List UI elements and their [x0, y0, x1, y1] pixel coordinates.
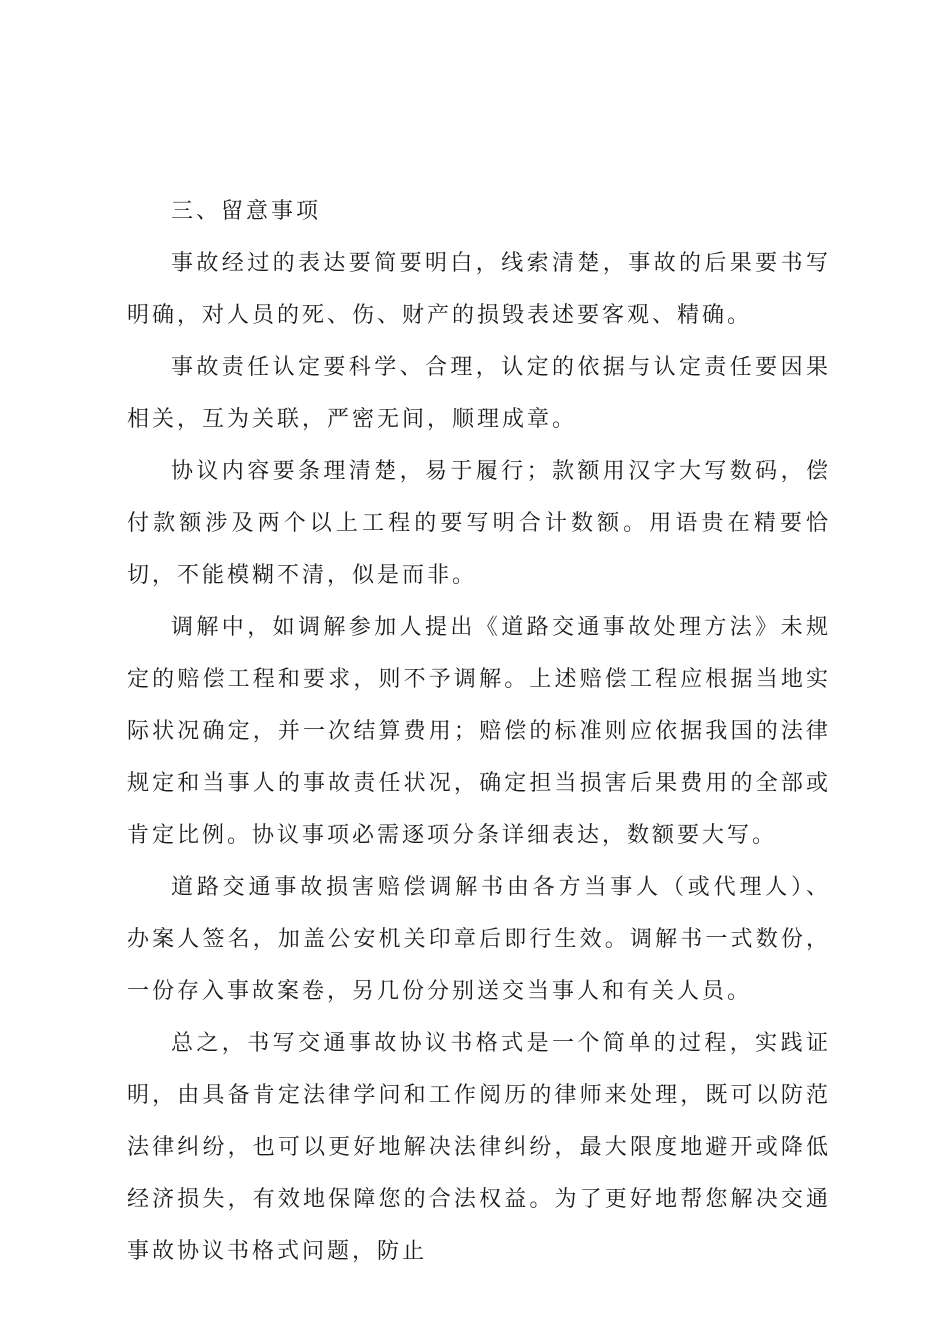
section-heading: 三、留意事项 [171, 199, 322, 224]
paragraph-6: 总之，书写交通事故协议书格式是一个简单的过程，实践证明，由具备肯定法律学问和工作阅历的律师来处理，既可以防范法律纠纷，也可以更好地解决法律纠纷，最大限度地避开或降低经济损失，有效地保障您的合法权益。为了更好地帮您解决交通事故协议书格式问题，防止 [127, 1031, 831, 1264]
paragraph-4: 调解中，如调解参加人提出《道路交通事故处理方法》未规定的赔偿工程和要求，则不予调解。上述赔偿工程应根据当地实际状况确定，并一次结算费用；赔偿的标准则应依据我国的法律规定和当事人的事故责任状况，确定担当损害后果费用的全部或肯定比例。协议事项必需逐项分条详细表达，数额要大写。 [127, 615, 831, 848]
paragraph-3: 协议内容要条理清楚，易于履行；款额用汉字大写数码，偿付款额涉及两个以上工程的要写明合计数额。用语贵在精要恰切，不能模糊不清，似是而非。 [127, 459, 831, 588]
document-body [127, 186, 831, 1278]
paragraph-1: 事故经过的表达要简要明白，线索清楚，事故的后果要书写明确，对人员的死、伤、财产的损毁表述要客观、精确。 [127, 251, 831, 328]
paragraph-2: 事故责任认定要科学、合理，认定的依据与认定责任要因果相关，互为关联，严密无间，顺理成章。 [127, 355, 831, 432]
paragraph-5: 道路交通事故损害赔偿调解书由各方当事人（或代理人）、办案人签名，加盖公安机关印章后即行生效。调解书一式数份，一份存入事故案卷，另几份分别送交当事人和有关人员。 [127, 875, 831, 1004]
